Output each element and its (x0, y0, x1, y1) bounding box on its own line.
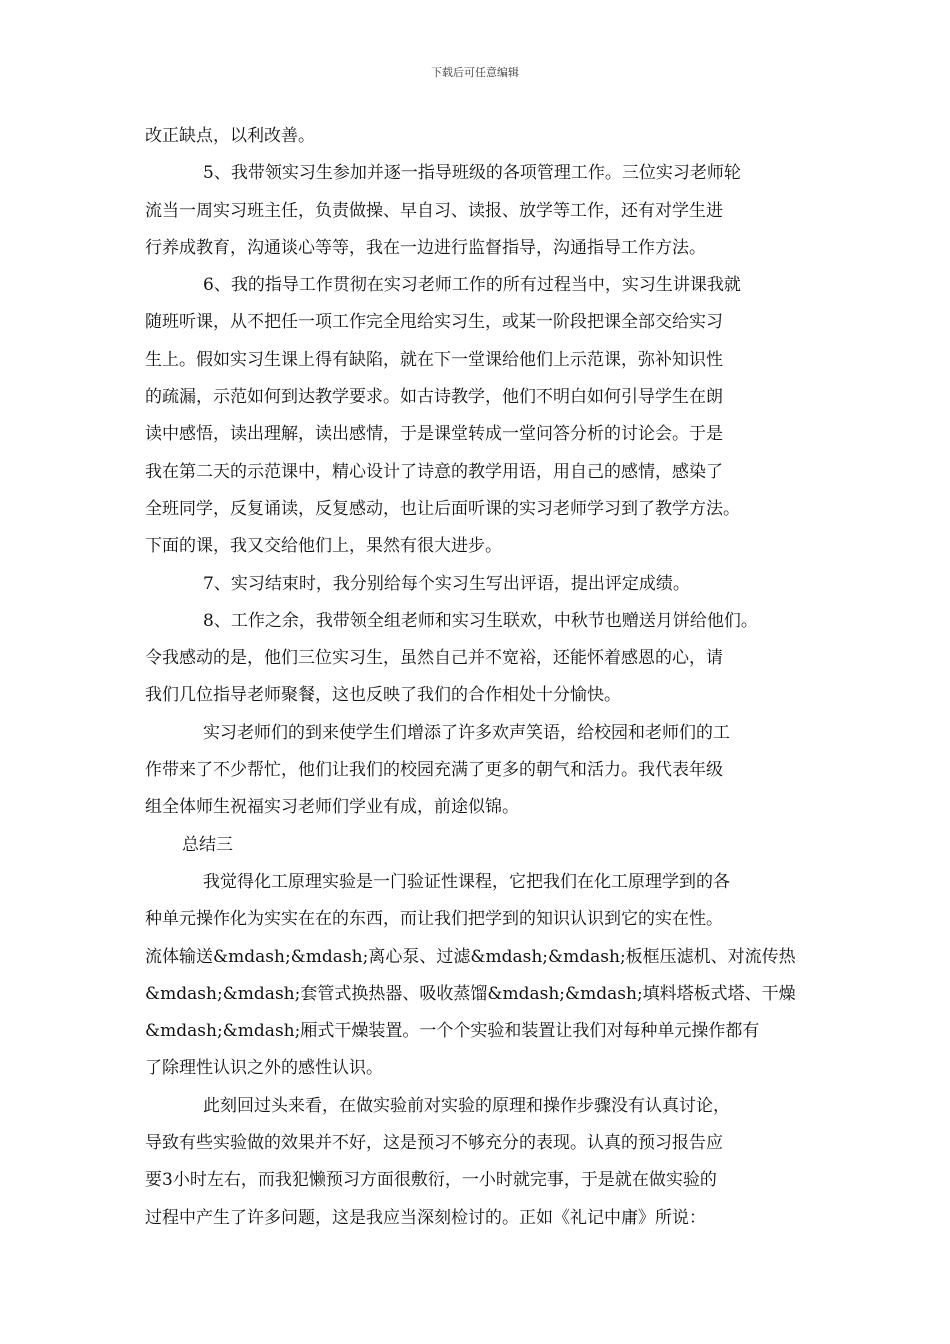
text-line: 全班同学，反复诵读，反复感动，也让后面听课的实习老师学习到了教学方法。 (145, 498, 740, 519)
text-line: 改正缺点，以利改善。 (145, 126, 315, 146)
text-line: 过程中产生了许多问题，这是我应当深刻检讨的。正如《礼记中庸》所说： (145, 1207, 706, 1228)
paragraph-first-line: 实习老师们的到来使学生们增添了许多欢声笑语，给校园和老师们的工 (203, 722, 730, 743)
text-line: 下面的课，我又交给他们上，果然有很大进步。 (145, 536, 502, 557)
text-line: 种单元操作化为实实在在的东西，而让我们把学到的知识认识到它的实在性。 (145, 909, 723, 930)
text-line: 流当一周实习班主任，负责做操、早自习、读报、放学等工作，还有对学生进 (145, 200, 723, 221)
text-line: 组全体师生祝福实习老师们学业有成，前途似锦。 (145, 797, 519, 818)
paragraph-first-line: 6、我的指导工作贯彻在实习老师工作的所有过程当中，实习生讲课我就 (203, 275, 741, 296)
paragraph-first-line: 我觉得化工原理实验是一门验证性课程，它把我们在化工原理学到的各 (203, 871, 730, 892)
text-line: 读中感悟，读出理解，读出感情，于是课堂转成一堂问答分析的讨论会。于是 (145, 424, 723, 445)
paragraph-first-line: 此刻回过头来看，在做实验前对实验的原理和操作步骤没有认真讨论， (203, 1095, 730, 1116)
text-line: 流体输送&mdash;&mdash;离心泵、过滤&mdash;&mdash;板框压滤机、对流传热 (145, 946, 796, 967)
text-line: 要3小时左右，而我犯懒预习方面很敷衍，一小时就完事，于是就在做实验的 (145, 1170, 717, 1191)
text-line: 行养成教育，沟通谈心等等，我在一边进行监督指导，沟通指导工作方法。 (145, 237, 706, 258)
document-body (145, 118, 817, 1237)
section-heading: 总结三 (182, 834, 233, 855)
text-line: 了除理性认识之外的感性认识。 (145, 1058, 383, 1079)
text-line: 作带来了不少帮忙，他们让我们的校园充满了更多的朝气和活力。我代表年级 (145, 760, 723, 781)
text-line: 导致有些实验做的效果并不好，这是预习不够充分的表现。认真的预习报告应 (145, 1133, 723, 1154)
paragraph-first-line: 5、我带领实习生参加并逐一指导班级的各项管理工作。三位实习老师轮 (203, 163, 741, 184)
page-header: 下载后可任意编辑 (431, 66, 519, 79)
text-line: 随班听课，从不把任一项工作完全甩给实习生，或某一阶段把课全部交给实习 (145, 312, 723, 333)
text-line: 令我感动的是，他们三位实习生，虽然自己并不宽裕，还能怀着感恩的心，请 (145, 648, 723, 669)
text-line: 我们几位指导老师聚餐，这也反映了我们的合作相处十分愉快。 (145, 685, 621, 706)
text-line: &mdash;&mdash;厢式干燥装置。一个个实验和装置让我们对每种单元操作都有 (145, 1021, 760, 1042)
text-line: 我在第二天的示范课中，精心设计了诗意的教学用语，用自己的感情，感染了 (145, 461, 723, 482)
paragraph-first-line: 7、实习结束时，我分别给每个实习生写出评语，提出评定成绩。 (203, 573, 690, 594)
text-line: 的疏漏，示范如何到达教学要求。如古诗教学，他们不明白如何引导学生在朗 (145, 387, 723, 408)
text-line: 生上。假如实习生课上得有缺陷，就在下一堂课给他们上示范课，弥补知识性 (145, 349, 723, 370)
text-line: &mdash;&mdash;套管式换热器、吸收蒸馏&mdash;&mdash;填料塔板式塔、干燥 (145, 983, 796, 1004)
paragraph-first-line: 8、工作之余，我带领全组老师和实习生联欢，中秋节也赠送月饼给他们。 (203, 610, 758, 631)
